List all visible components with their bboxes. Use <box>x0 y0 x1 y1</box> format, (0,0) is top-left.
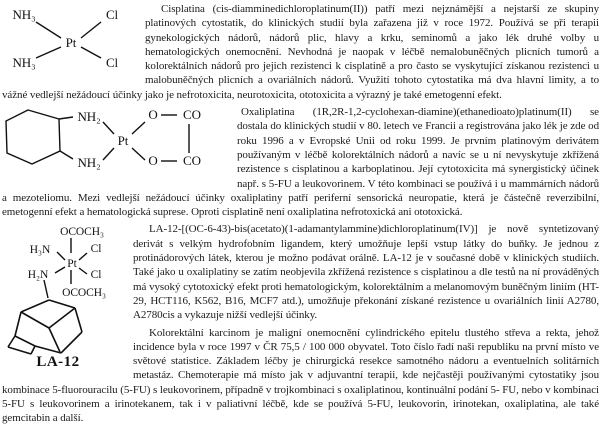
pt-label: Pt <box>65 35 77 50</box>
nh3-bottom-label: NH₃ <box>12 55 36 70</box>
nh3-top-label: NH₃ <box>12 7 36 22</box>
h3n-label: H₃N <box>29 244 51 257</box>
co-bottom-label: CO <box>183 153 201 169</box>
la12-paragraph: LA-12-[(OC-6-43)-bis(acetato)(1-adamantylammine)dichloroplatinum(IV)] je nově syntetizovaný derivát s velkým hydrofobním ligandem, který umožňuje lepší vstup látky do buňky. Je jednou z protinádorových látek, kterou je možno podávat orálně. LA-12 je v současné době v klinických studiích. Také jako u oxaliplatiny se zatím neobjevila zkřížená rezistence s cisplatinou a dle testů na ní prováděných má vysoký cytotoxický efekt proti hematologickým, kolorektálním a melanomovým buněčným liniím (HT-29, HCT116, K562, B16, MCF7 atd.), umožňuje překonání získané rezistence u ovariálních linií A2780, A2780cis a vykazuje nižší vedlejší účinky. <box>133 223 599 322</box>
h2n-label: H₂N <box>27 269 49 282</box>
adamantane-cage <box>8 300 82 354</box>
ococh3-top-label: OCOCH₃ <box>60 226 104 239</box>
o-top-label: O <box>148 107 158 123</box>
la12-structure <box>2 222 129 372</box>
la12-caption: LA-12 <box>36 354 80 371</box>
pt-label: Pt <box>67 258 77 271</box>
oxaliplatin-structure <box>2 105 233 175</box>
oxaliplatin-paragraph: Oxaliplatina (1R,2R-1,2-cyclohexan-diamine)(ethanedioato)platinum(II) se dostala do klinických studií v 80. letech ve Francii a registrována jako lék je zde od roku 1996 a v Evropské Unii od roku 1999. Je prvním platinovým derivátem používaným v léčbě kolorektálních nádorů a navíc se u ní nevyskytuje zkřížená rezistence s cisplatinou a karboplatinou. Její cytotoxicita má synergistický účinek např. s 5-FU a leukovorinem. V této kombinaci se používá i u mammárních nádorů a mezoteliomu. Mezi vedlejší nežádoucí účinky oxaliplatiny patří periferní sensorická neuropatie, která je částečně reverzibilní, emetogenní efekt a hematologická suprese. Oproti cisplatině není oxaliplatina nefrotoxická ani ototoxická. <box>2 106 599 219</box>
la12-structure-drawing <box>2 222 129 372</box>
o-bottom-label: O <box>148 153 158 169</box>
cyclohexane-ring <box>6 110 60 164</box>
cisplatin-paragraph: Cisplatina (cis-diamminedichloroplatinum(II)) patří mezi nejznámější a nejstarší ze skupiny platinových cytostatik, do klinických studií byla zařazena již v roce 1972. Používá se při terapii gynekologických nádorů, nádorů plic, hlavy a krku, seminomů a jako lék druhé volby u hematologických onemocnění. Nevhodná je naopak v léčbě nemalobuněčných plicních tumorů a kolorektálních nádorů pro jejich rezistenci k cisplatině a pro často se vyskytující získanou rezistenci u malobuněčných plicních a ovariálních nádorů. Využití tohoto cytostatika má dva hlavní limity, a to vážné vedlejší nežádoucí účinky jako je nefrotoxicita, neurotoxicita, ototoxicita a výrazný je také emetogenní efekt. <box>2 3 599 101</box>
co-top-label: CO <box>183 107 201 123</box>
cisplatin-structure <box>2 2 140 72</box>
oxaliplatin-structure-drawing <box>2 105 233 175</box>
cisplatin-structure-drawing <box>2 2 140 72</box>
nh2-bottom-label: NH₂ <box>77 155 101 171</box>
pt-label: Pt <box>117 133 129 149</box>
cl-top-label: Cl <box>90 243 102 256</box>
nh2-top-label: NH₂ <box>77 109 101 125</box>
colorectal-paragraph: Kolorektální karcinom je maligní onemocnění cylindrického epitelu tlustého střeva a rekta, jehož incidence byla v roce 1997 v ČR 75,5 / 100 000 obyvatel. Toto číslo řadí naši republiku na první místo ve světové statistice. Základem léčby je chirurgická resekce samotného nádoru a eventuelních solitárních metastáz. Chemoterapie má místo jak v adjuvantní terapii, kde nejčastěji používanými cytostatiky jsou kombinace 5-fluorouracilu (5-FU) s leukovorinem, případně v trojkombinaci s oxaliplatinou, kontinuální podání 5- FU, nebo v kombinaci 5-FU s leukovorinem a irinotekanem, tak i v paliativní léčbě, kde se používá 5-FU, leukovorin, irinotekan, oxaliplatina, ale také gemcitabin a další. <box>2 326 599 425</box>
cl-bottom-label: Cl <box>90 269 102 282</box>
cl-bottom-label: Cl <box>105 55 119 70</box>
cl-top-label: Cl <box>105 7 119 22</box>
ococh3-bottom-label: OCOCH₃ <box>62 287 106 300</box>
